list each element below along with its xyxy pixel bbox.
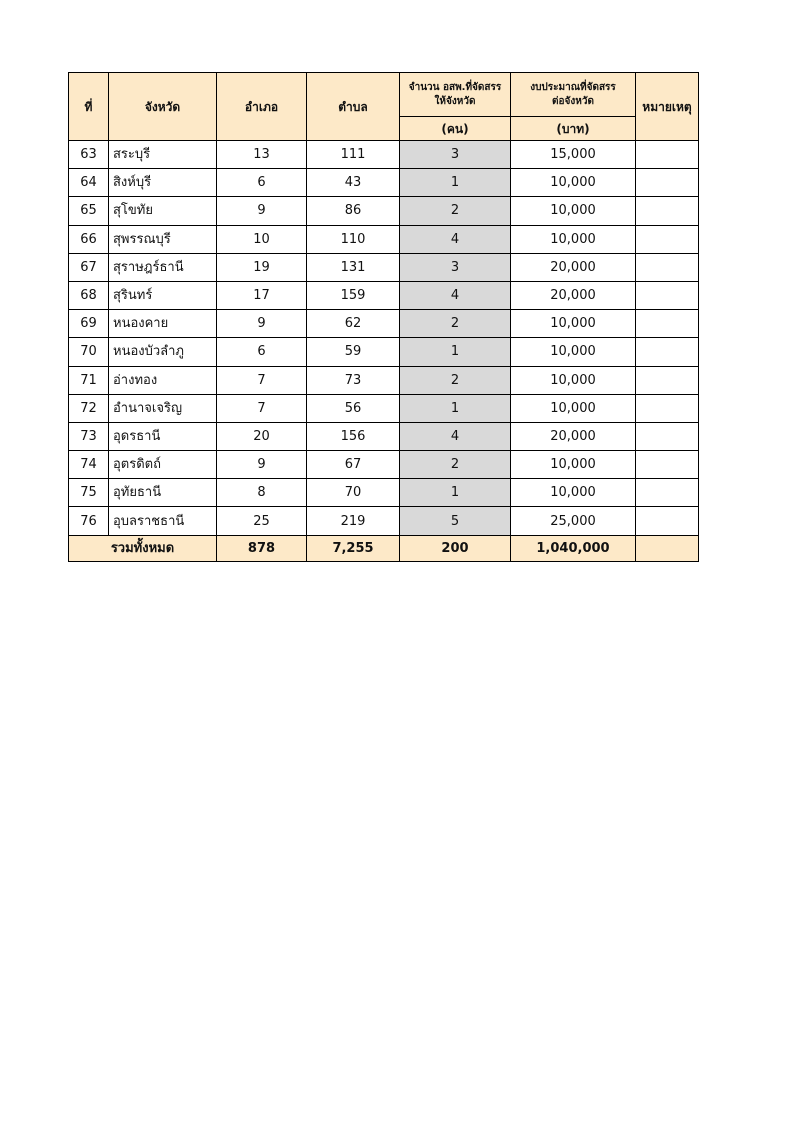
header-staff-line2: ให้จังหวัด — [434, 95, 476, 107]
table-row — [69, 366, 699, 394]
total-tambon: 7,255 — [307, 535, 400, 561]
cell-province: สิงห์บุรี — [109, 169, 217, 197]
table-row — [69, 451, 699, 479]
cell-budget: 25,000 — [511, 507, 636, 535]
cell-staff: 2 — [400, 197, 511, 225]
cell-staff: 3 — [400, 253, 511, 281]
cell-amphoe: 6 — [217, 338, 307, 366]
cell-no: 70 — [69, 338, 109, 366]
cell-no: 75 — [69, 479, 109, 507]
cell-staff: 1 — [400, 479, 511, 507]
cell-staff: 3 — [400, 141, 511, 169]
cell-staff: 5 — [400, 507, 511, 535]
cell-staff: 1 — [400, 394, 511, 422]
cell-no: 69 — [69, 310, 109, 338]
table-row — [69, 169, 699, 197]
cell-budget: 10,000 — [511, 310, 636, 338]
cell-remark — [636, 253, 699, 281]
header-remark: หมายเหตุ — [636, 73, 699, 141]
cell-no: 66 — [69, 225, 109, 253]
header-amphoe: อำเภอ — [217, 73, 307, 141]
cell-remark — [636, 479, 699, 507]
cell-budget: 10,000 — [511, 197, 636, 225]
cell-budget: 10,000 — [511, 169, 636, 197]
cell-tambon: 70 — [307, 479, 400, 507]
cell-tambon: 62 — [307, 310, 400, 338]
total-staff: 200 — [400, 535, 511, 561]
cell-amphoe: 9 — [217, 451, 307, 479]
header-province: จังหวัด — [109, 73, 217, 141]
cell-tambon: 110 — [307, 225, 400, 253]
cell-budget: 10,000 — [511, 225, 636, 253]
cell-no: 76 — [69, 507, 109, 535]
cell-remark — [636, 451, 699, 479]
table-header — [69, 73, 699, 141]
cell-budget: 10,000 — [511, 394, 636, 422]
cell-remark — [636, 394, 699, 422]
cell-no: 71 — [69, 366, 109, 394]
cell-no: 67 — [69, 253, 109, 281]
cell-remark — [636, 281, 699, 309]
header-budget — [511, 73, 636, 117]
cell-tambon: 59 — [307, 338, 400, 366]
cell-budget: 10,000 — [511, 479, 636, 507]
cell-no: 73 — [69, 422, 109, 450]
cell-budget: 20,000 — [511, 253, 636, 281]
cell-tambon: 86 — [307, 197, 400, 225]
cell-amphoe: 6 — [217, 169, 307, 197]
cell-no: 68 — [69, 281, 109, 309]
cell-staff: 4 — [400, 422, 511, 450]
cell-budget: 10,000 — [511, 366, 636, 394]
cell-no: 72 — [69, 394, 109, 422]
cell-amphoe: 9 — [217, 197, 307, 225]
total-label: รวมทั้งหมด — [69, 535, 217, 561]
table-row — [69, 394, 699, 422]
table-row — [69, 225, 699, 253]
cell-tambon: 131 — [307, 253, 400, 281]
cell-staff: 2 — [400, 451, 511, 479]
cell-amphoe: 7 — [217, 394, 307, 422]
cell-staff: 2 — [400, 366, 511, 394]
cell-budget: 20,000 — [511, 422, 636, 450]
cell-staff: 1 — [400, 169, 511, 197]
header-staff-line1: จำนวน อสพ.ที่จัดสรร — [408, 82, 502, 93]
header-no: ที่ — [69, 73, 109, 141]
cell-budget: 10,000 — [511, 338, 636, 366]
cell-no: 74 — [69, 451, 109, 479]
table-row — [69, 422, 699, 450]
table-row — [69, 197, 699, 225]
header-staff-unit: (คน) — [400, 117, 511, 141]
cell-province: สุโขทัย — [109, 197, 217, 225]
cell-remark — [636, 141, 699, 169]
header-budget-line2: ต่อจังหวัด — [552, 95, 594, 107]
cell-remark — [636, 507, 699, 535]
cell-remark — [636, 366, 699, 394]
cell-tambon: 67 — [307, 451, 400, 479]
cell-province: หนองบัวลำภู — [109, 338, 217, 366]
cell-province: หนองคาย — [109, 310, 217, 338]
cell-remark — [636, 225, 699, 253]
cell-amphoe: 17 — [217, 281, 307, 309]
table-row — [69, 338, 699, 366]
cell-tambon: 159 — [307, 281, 400, 309]
header-tambon: ตำบล — [307, 73, 400, 141]
total-remark — [636, 535, 699, 561]
cell-province: สุพรรณบุรี — [109, 225, 217, 253]
cell-staff: 2 — [400, 310, 511, 338]
total-row — [69, 535, 699, 561]
table-row — [69, 479, 699, 507]
cell-staff: 4 — [400, 281, 511, 309]
cell-tambon: 73 — [307, 366, 400, 394]
cell-no: 64 — [69, 169, 109, 197]
cell-province: อุบลราชธานี — [109, 507, 217, 535]
header-staff — [400, 73, 511, 117]
cell-province: อุตรดิตถ์ — [109, 451, 217, 479]
cell-tambon: 156 — [307, 422, 400, 450]
cell-no: 65 — [69, 197, 109, 225]
table-row — [69, 507, 699, 535]
cell-remark — [636, 422, 699, 450]
total-amphoe: 878 — [217, 535, 307, 561]
table-row — [69, 310, 699, 338]
table-body — [69, 141, 699, 536]
cell-province: อุทัยธานี — [109, 479, 217, 507]
table-row — [69, 141, 699, 169]
cell-province: อำนาจเจริญ — [109, 394, 217, 422]
cell-tambon: 111 — [307, 141, 400, 169]
cell-staff: 4 — [400, 225, 511, 253]
cell-amphoe: 10 — [217, 225, 307, 253]
cell-amphoe: 7 — [217, 366, 307, 394]
header-budget-line1: งบประมาณที่จัดสรร — [530, 82, 616, 93]
table-row — [69, 281, 699, 309]
cell-province: สุรินทร์ — [109, 281, 217, 309]
cell-amphoe: 13 — [217, 141, 307, 169]
cell-remark — [636, 338, 699, 366]
cell-amphoe: 19 — [217, 253, 307, 281]
cell-tambon: 56 — [307, 394, 400, 422]
cell-budget: 20,000 — [511, 281, 636, 309]
cell-province: สระบุรี — [109, 141, 217, 169]
cell-amphoe: 20 — [217, 422, 307, 450]
header-budget-unit: (บาท) — [511, 117, 636, 141]
cell-province: อุดรธานี — [109, 422, 217, 450]
cell-budget: 10,000 — [511, 451, 636, 479]
cell-amphoe: 8 — [217, 479, 307, 507]
table-footer — [69, 535, 699, 561]
cell-budget: 15,000 — [511, 141, 636, 169]
cell-remark — [636, 169, 699, 197]
cell-province: สุราษฎร์ธานี — [109, 253, 217, 281]
allocation-table — [68, 72, 699, 562]
cell-remark — [636, 197, 699, 225]
cell-no: 63 — [69, 141, 109, 169]
cell-province: อ่างทอง — [109, 366, 217, 394]
cell-staff: 1 — [400, 338, 511, 366]
cell-remark — [636, 310, 699, 338]
cell-tambon: 219 — [307, 507, 400, 535]
total-budget: 1,040,000 — [511, 535, 636, 561]
table-row — [69, 253, 699, 281]
cell-tambon: 43 — [307, 169, 400, 197]
cell-amphoe: 9 — [217, 310, 307, 338]
cell-amphoe: 25 — [217, 507, 307, 535]
